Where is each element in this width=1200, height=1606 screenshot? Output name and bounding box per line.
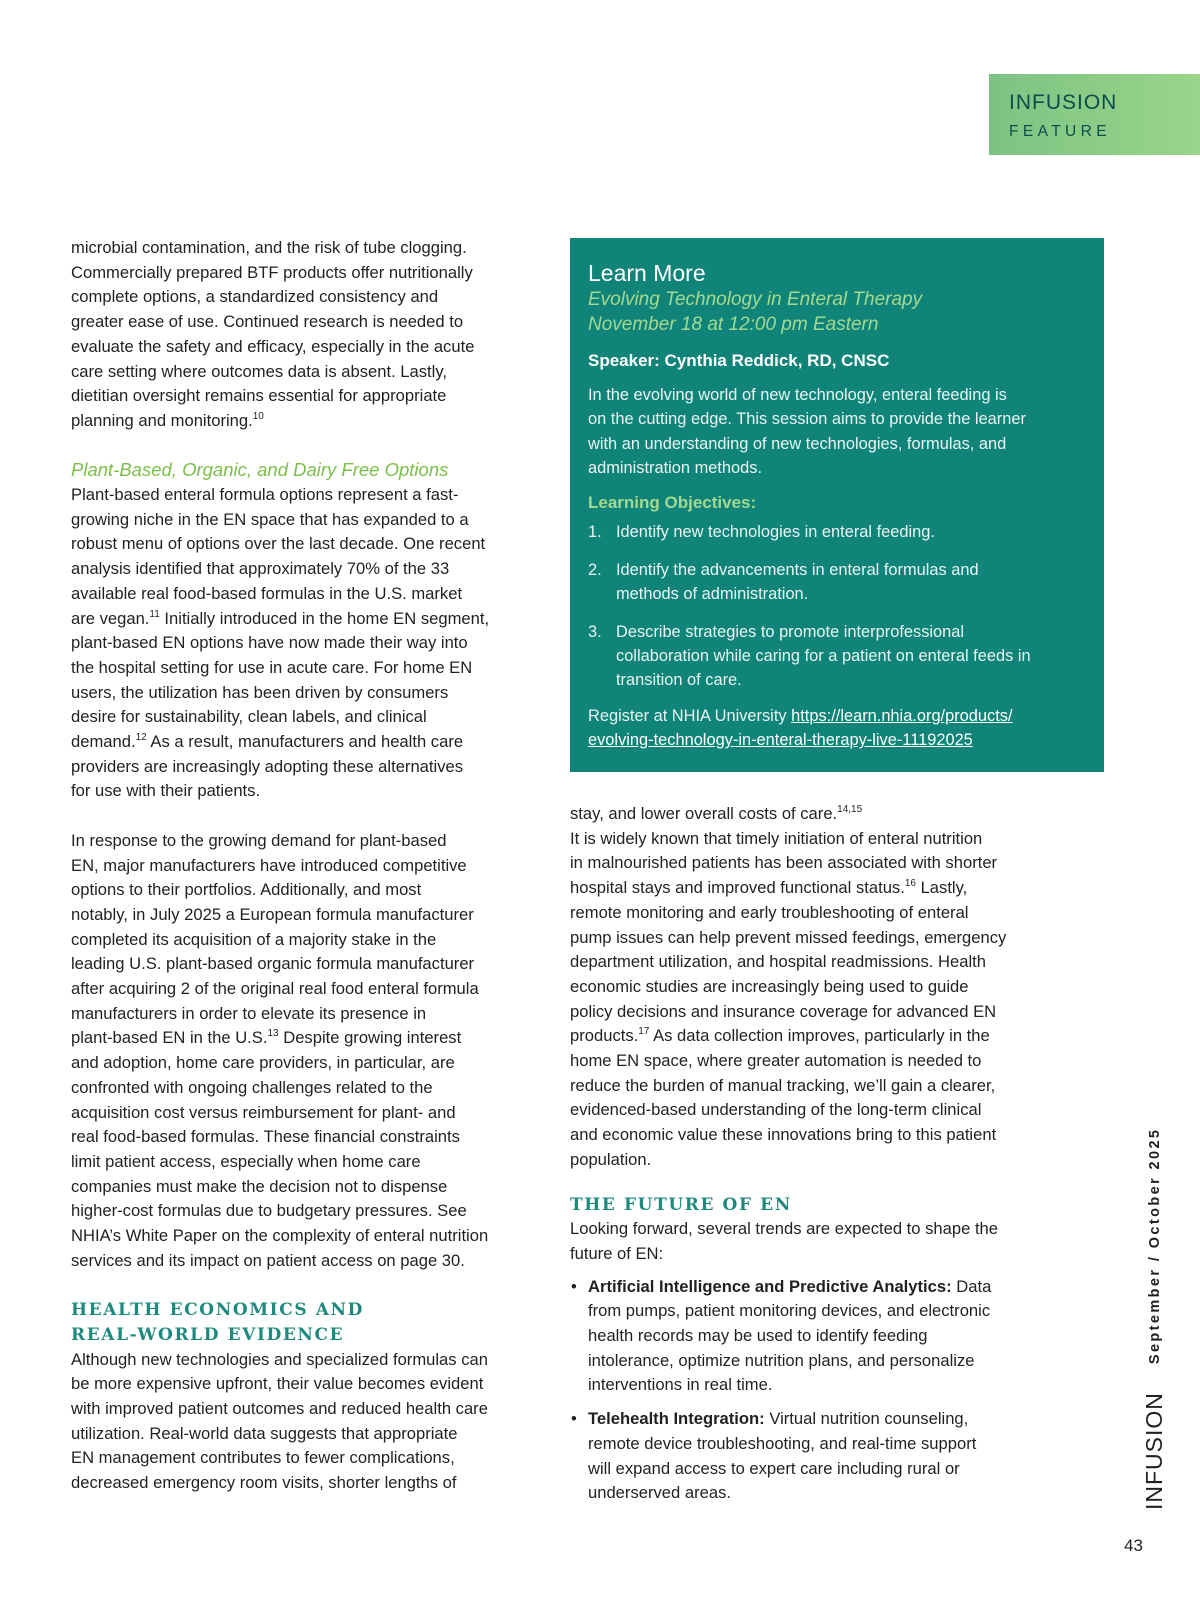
text-line: microbial contamination, and the risk of tube clogging. <box>71 238 467 257</box>
paragraph-future-intro <box>570 1217 1050 1266</box>
text-line: users, the utilization has been driven by consumers <box>71 682 449 702</box>
text-line: NHIA’s White Paper on the complexity of enteral nutrition <box>71 1226 489 1246</box>
left-column <box>71 236 541 1496</box>
objectives-heading: Learning Objectives: <box>588 493 757 513</box>
text-line: Looking forward, several trends are expected to shape the <box>570 1219 999 1239</box>
text-line: and adoption, home care providers, in particular, are <box>71 1053 455 1073</box>
text-line: confronted with ongoing challenges related to the <box>71 1077 433 1097</box>
footnote-ref: 12 <box>135 732 147 744</box>
list-number: 1. <box>588 523 602 542</box>
register-prefix: Register at NHIA University <box>588 706 792 725</box>
text-line: are vegan. <box>71 608 150 628</box>
heading-health-economics <box>71 1298 541 1347</box>
issue-date: September / October 2025 <box>1146 1127 1163 1365</box>
text-line: planning and monitoring. <box>71 410 253 430</box>
text-line: administration methods. <box>588 458 763 477</box>
paragraph-cost-of-care <box>570 802 1050 1173</box>
footnote-ref: 11 <box>149 608 160 620</box>
text-line: with an understanding of new technologies, formulas, and <box>588 434 1007 453</box>
text-line: acquisition cost versus reimbursement for plant- and <box>71 1102 456 1122</box>
text-line: remote device troubleshooting, and real-time support <box>588 1433 977 1453</box>
list-number: 3. <box>588 622 602 641</box>
learn-more-title: Learn More <box>588 260 706 286</box>
text-line: growing niche in the EN space that has expanded to a <box>71 509 469 529</box>
paragraph-health-economics <box>71 1348 541 1496</box>
text-line: analysis identified that approximately 70% of the 33 <box>71 559 450 579</box>
text-line: completed its acquisition of a majority stake in the <box>71 929 437 949</box>
paragraph-plant-based <box>71 483 541 804</box>
text-line: department utilization, and hospital readmissions. Health <box>570 952 986 972</box>
text-line: population. <box>570 1149 652 1169</box>
register-link[interactable]: https://learn.nhia.org/products/ <box>791 706 1013 725</box>
text-line: notably, in July 2025 a European formula manufacturer <box>71 904 474 924</box>
text-line: Initially introduced in the home EN segment, <box>159 608 490 628</box>
heading-future-of-en: THE FUTURE OF EN <box>570 1194 792 1215</box>
text-line: evaluate the safety and efficacy, especially in the acute <box>71 336 475 356</box>
text-line: policy decisions and insurance coverage for advanced EN <box>570 1001 997 1021</box>
event-description <box>588 383 1086 481</box>
text-line: demand. <box>71 732 136 752</box>
text-line: underserved areas. <box>588 1483 731 1503</box>
text-line: options to their portfolios. Additionally, and most <box>71 880 422 900</box>
text-line: pump issues can help prevent missed feedings, emergency <box>570 927 1007 947</box>
text-line: As data collection improves, particularly in the <box>649 1026 990 1046</box>
text-line: the hospital setting for use in acute care. For home EN <box>71 657 473 677</box>
footnote-ref: 16 <box>904 878 916 890</box>
text-line: Describe strategies to promote interprofessional <box>616 622 965 641</box>
tab-section-label: FEATURE <box>1009 123 1111 140</box>
text-line: economic studies are increasingly being used to guide <box>570 976 969 996</box>
text-line: Identify new technologies in enteral feeding. <box>616 523 935 542</box>
text-line: Data <box>951 1276 992 1296</box>
footnote-ref: 17 <box>638 1026 650 1038</box>
text-line: leading U.S. plant-based organic formula manufacturer <box>71 954 475 974</box>
list-item <box>588 520 1086 544</box>
text-line: interventions in real time. <box>588 1375 773 1395</box>
text-line: hospital stays and improved functional status. <box>570 878 905 898</box>
text-line: Lastly, <box>915 878 968 898</box>
bullet-title: Artificial Intelligence and Predictive Analytics: <box>588 1276 952 1296</box>
text-line: methods of administration. <box>616 585 809 604</box>
footnote-ref: 10 <box>252 410 264 422</box>
text-line: EN, major manufacturers have introduced competitive <box>71 855 467 875</box>
text-line: robust menu of options over the last decade. One recent <box>71 534 486 554</box>
section-tab <box>989 74 1200 155</box>
text-line: transition of care. <box>616 671 742 690</box>
list-item <box>588 620 1086 693</box>
text-line: plant-based EN options have now made their way into <box>71 633 468 653</box>
bullet-title: Telehealth Integration: <box>588 1409 765 1429</box>
text-line: available real food-based formulas in the U.S. market <box>71 583 463 603</box>
text-line: after acquiring 2 of the original real food enteral formula <box>71 979 479 999</box>
paragraph-btf <box>71 236 541 434</box>
text-line: products. <box>570 1026 639 1046</box>
side-footer <box>1141 1128 1168 1510</box>
text-line: EN management contributes to fewer complications, <box>71 1448 455 1468</box>
text-line: limit patient access, especially when home care <box>71 1151 421 1171</box>
register-text <box>588 704 1086 753</box>
tab-brand-logo: INFUSION <box>1009 91 1118 114</box>
text-line: decreased emergency room visits, shorter lengths of <box>71 1473 457 1493</box>
text-line: It is widely known that timely initiation of enteral nutrition <box>570 828 983 848</box>
text-line: reduce the burden of manual tracking, we’ll gain a clearer, <box>570 1075 996 1095</box>
text-line: greater ease of use. Continued research is needed to <box>71 312 464 332</box>
text-line: collaboration while caring for a patient on enteral feeds in <box>616 646 1031 665</box>
text-line: Plant-based enteral formula options represent a fast- <box>71 485 459 505</box>
text-line: providers are increasingly adopting these alternatives <box>71 756 464 776</box>
text-line: with improved patient outcomes and reduced health care <box>71 1399 488 1418</box>
trends-list <box>570 1275 1050 1506</box>
text-line: In the evolving world of new technology, enteral feeding is <box>588 385 1007 404</box>
list-item <box>588 558 1086 607</box>
text-line: services and its impact on patient access on page 30. <box>71 1250 465 1270</box>
event-date: November 18 at 12:00 pm Eastern <box>588 313 879 335</box>
text-line: Despite growing interest <box>278 1028 462 1048</box>
text-line: on the cutting edge. This session aims to provide the learner <box>588 410 1026 429</box>
text-line: Virtual nutrition counseling, <box>764 1409 969 1429</box>
text-line: stay, and lower overall costs of care. <box>570 804 838 823</box>
subhead-plant-based: Plant-Based, Organic, and Dairy Free Options <box>71 459 449 481</box>
list-item <box>570 1407 1050 1506</box>
side-brand-logo: INFUSION <box>1141 1392 1167 1510</box>
text-line: companies must make the decision not to dispense <box>71 1176 448 1196</box>
text-line: real food-based formulas. These financial constraints <box>71 1127 460 1147</box>
heading-line: REAL-WORLD EVIDENCE <box>71 1324 345 1345</box>
text-line: higher-cost formulas due to budgetary pressures. See <box>71 1201 467 1221</box>
text-line: manufacturers in order to elevate its presence in <box>71 1003 427 1023</box>
page-number: 43 <box>1124 1536 1143 1555</box>
text-line: In response to the growing demand for plant-based <box>71 830 447 850</box>
footnote-ref: 13 <box>267 1028 279 1040</box>
text-line: dietitian oversight remains essential for appropriate <box>71 386 447 406</box>
text-line: Although new technologies and specialized formulas can <box>71 1349 488 1369</box>
text-line: intolerance, optimize nutrition plans, and personalize <box>588 1350 975 1370</box>
text-line: As a result, manufacturers and health care <box>146 732 464 752</box>
text-line: Identify the advancements in enteral formulas and <box>616 560 979 579</box>
text-line: future of EN: <box>570 1243 664 1263</box>
text-line: home EN space, where greater automation is needed to <box>570 1051 982 1071</box>
text-line: plant-based EN in the U.S. <box>71 1028 268 1048</box>
list-number: 2. <box>588 560 602 579</box>
text-line: health records may be used to identify feeding <box>588 1326 928 1346</box>
learn-more-box <box>570 238 1104 772</box>
text-line: desire for sustainability, clean labels, and clinical <box>71 707 427 727</box>
text-line: will expand access to expert care including rural or <box>588 1458 960 1478</box>
list-item <box>570 1275 1050 1399</box>
heading-line: HEALTH ECONOMICS AND <box>71 1300 365 1321</box>
footnote-ref: 14,15 <box>837 804 863 815</box>
text-line: utilization. Real-world data suggests that appropriate <box>71 1423 458 1443</box>
text-line: remote monitoring and early troubleshooting of enteral <box>570 902 969 922</box>
text-line: from pumps, patient monitoring devices, and electronic <box>588 1301 991 1321</box>
text-line: and economic value these innovations bring to this patient <box>570 1125 997 1145</box>
text-line: in malnourished patients has been associated with shorter <box>570 853 998 873</box>
event-speaker: Speaker: Cynthia Reddick, RD, CNSC <box>588 351 890 370</box>
text-line: be more expensive upfront, their value becomes evident <box>71 1374 484 1394</box>
right-column <box>570 802 1050 1515</box>
text-line: evidenced-based understanding of the long-term clinical <box>570 1100 982 1120</box>
text-line: for use with their patients. <box>71 781 261 801</box>
event-title: Evolving Technology in Enteral Therapy <box>588 289 923 310</box>
text-line: Commercially prepared BTF products offer nutritionally <box>71 262 473 282</box>
text-line: care setting where outcomes data is absent. Lastly, <box>71 361 448 381</box>
paragraph-market-response <box>71 829 541 1274</box>
register-link-continued[interactable]: evolving-technology-in-enteral-therapy-live-11192025 <box>588 731 973 750</box>
objectives-list <box>588 520 1086 692</box>
text-line: complete options, a standardized consistency and <box>71 287 439 307</box>
